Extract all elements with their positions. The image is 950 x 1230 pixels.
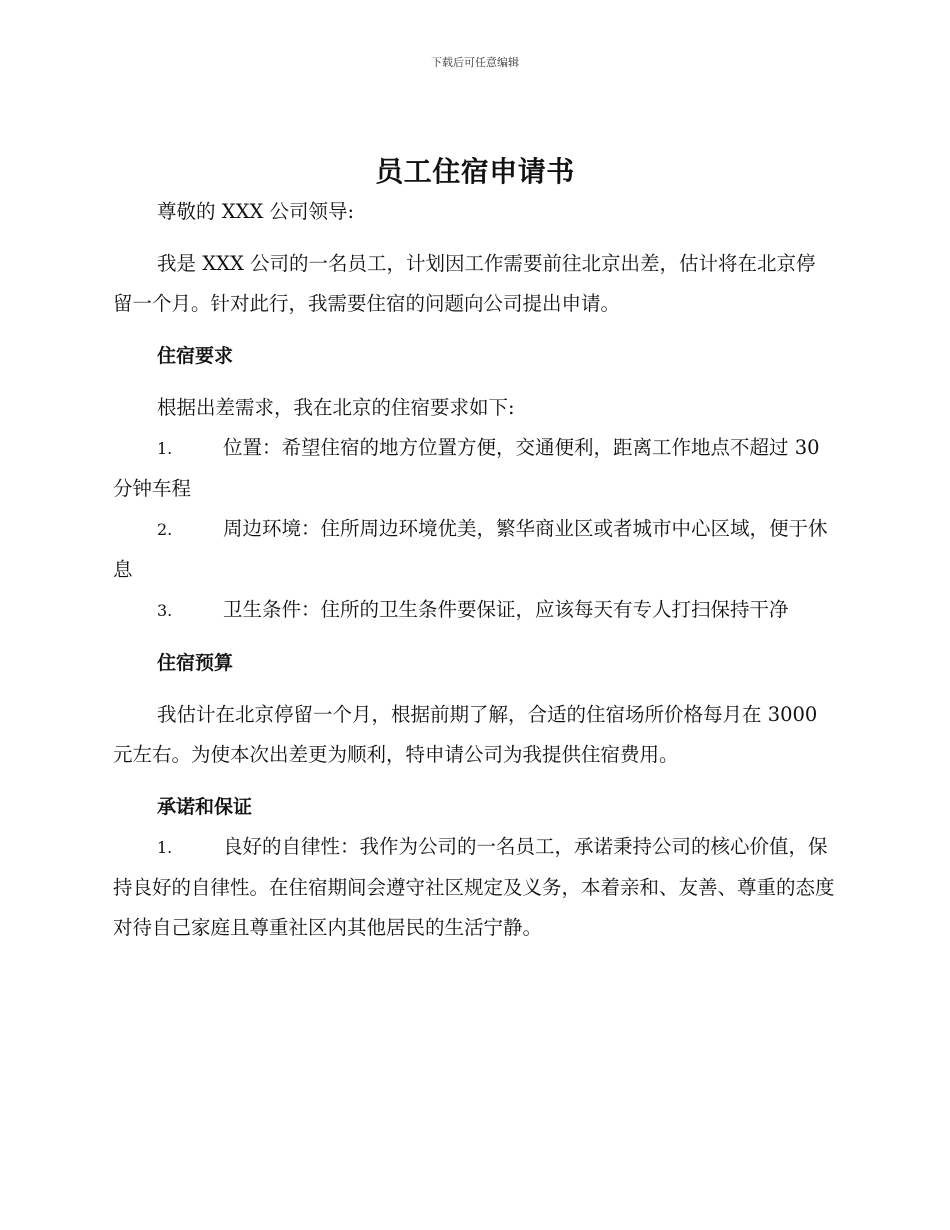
list-item (113, 428, 835, 509)
header-note: 下载后可任意编辑 (431, 56, 519, 69)
list-item-text: 卫生条件：住所的卫生条件要保证，应该每天有专人打扫保持干净 (223, 598, 789, 621)
salutation: 尊敬的 XXX 公司领导: (157, 200, 355, 223)
list-item (113, 590, 835, 631)
list-item-number: 3. (157, 601, 173, 620)
budget-paragraph: 我估计在北京停留一个月，根据前期了解，合适的住宿场所价格每月在 3000 元左右。为使本次出差更为顺利，特申请公司为我提供住宿费用。 (113, 703, 818, 766)
list-item-text: 位置：希望住宿的地方位置方便，交通便利，距离工作地点不超过 30 分钟车程 (113, 436, 820, 500)
list-item (113, 827, 835, 948)
section-heading-commitment: 承诺和保证 (157, 796, 253, 818)
intro-paragraph: 我是 XXX 公司的一名员工，计划因工作需要前往北京出差，估计将在北京停留一个月。针对此行，我需要住宿的问题向公司提出申请。 (113, 252, 816, 315)
list-item-text: 良好的自律性：我作为公司的一名员工，承诺秉持公司的核心价值，保持良好的自律性。在住宿期间会遵守社区规定及义务，本着亲和、友善、尊重的态度对待自己家庭且尊重社区内其他居民的生活宁静。 (113, 835, 835, 939)
section-heading-accommodation-budget: 住宿预算 (157, 652, 234, 674)
list-item (113, 509, 835, 590)
list-item-number: 1. (157, 838, 173, 857)
document-title: 员工住宿申请书 (375, 155, 575, 188)
document-body (113, 192, 835, 948)
list-item-number: 2. (157, 520, 173, 539)
requirements-lead: 根据出差需求，我在北京的住宿要求如下: (157, 396, 515, 419)
section-heading-accommodation-requirements: 住宿要求 (157, 345, 234, 367)
list-item-text: 周边环境：住所周边环境优美，繁华商业区或者城市中心区域，便于休息 (113, 517, 828, 581)
list-item-number: 1. (157, 439, 173, 458)
